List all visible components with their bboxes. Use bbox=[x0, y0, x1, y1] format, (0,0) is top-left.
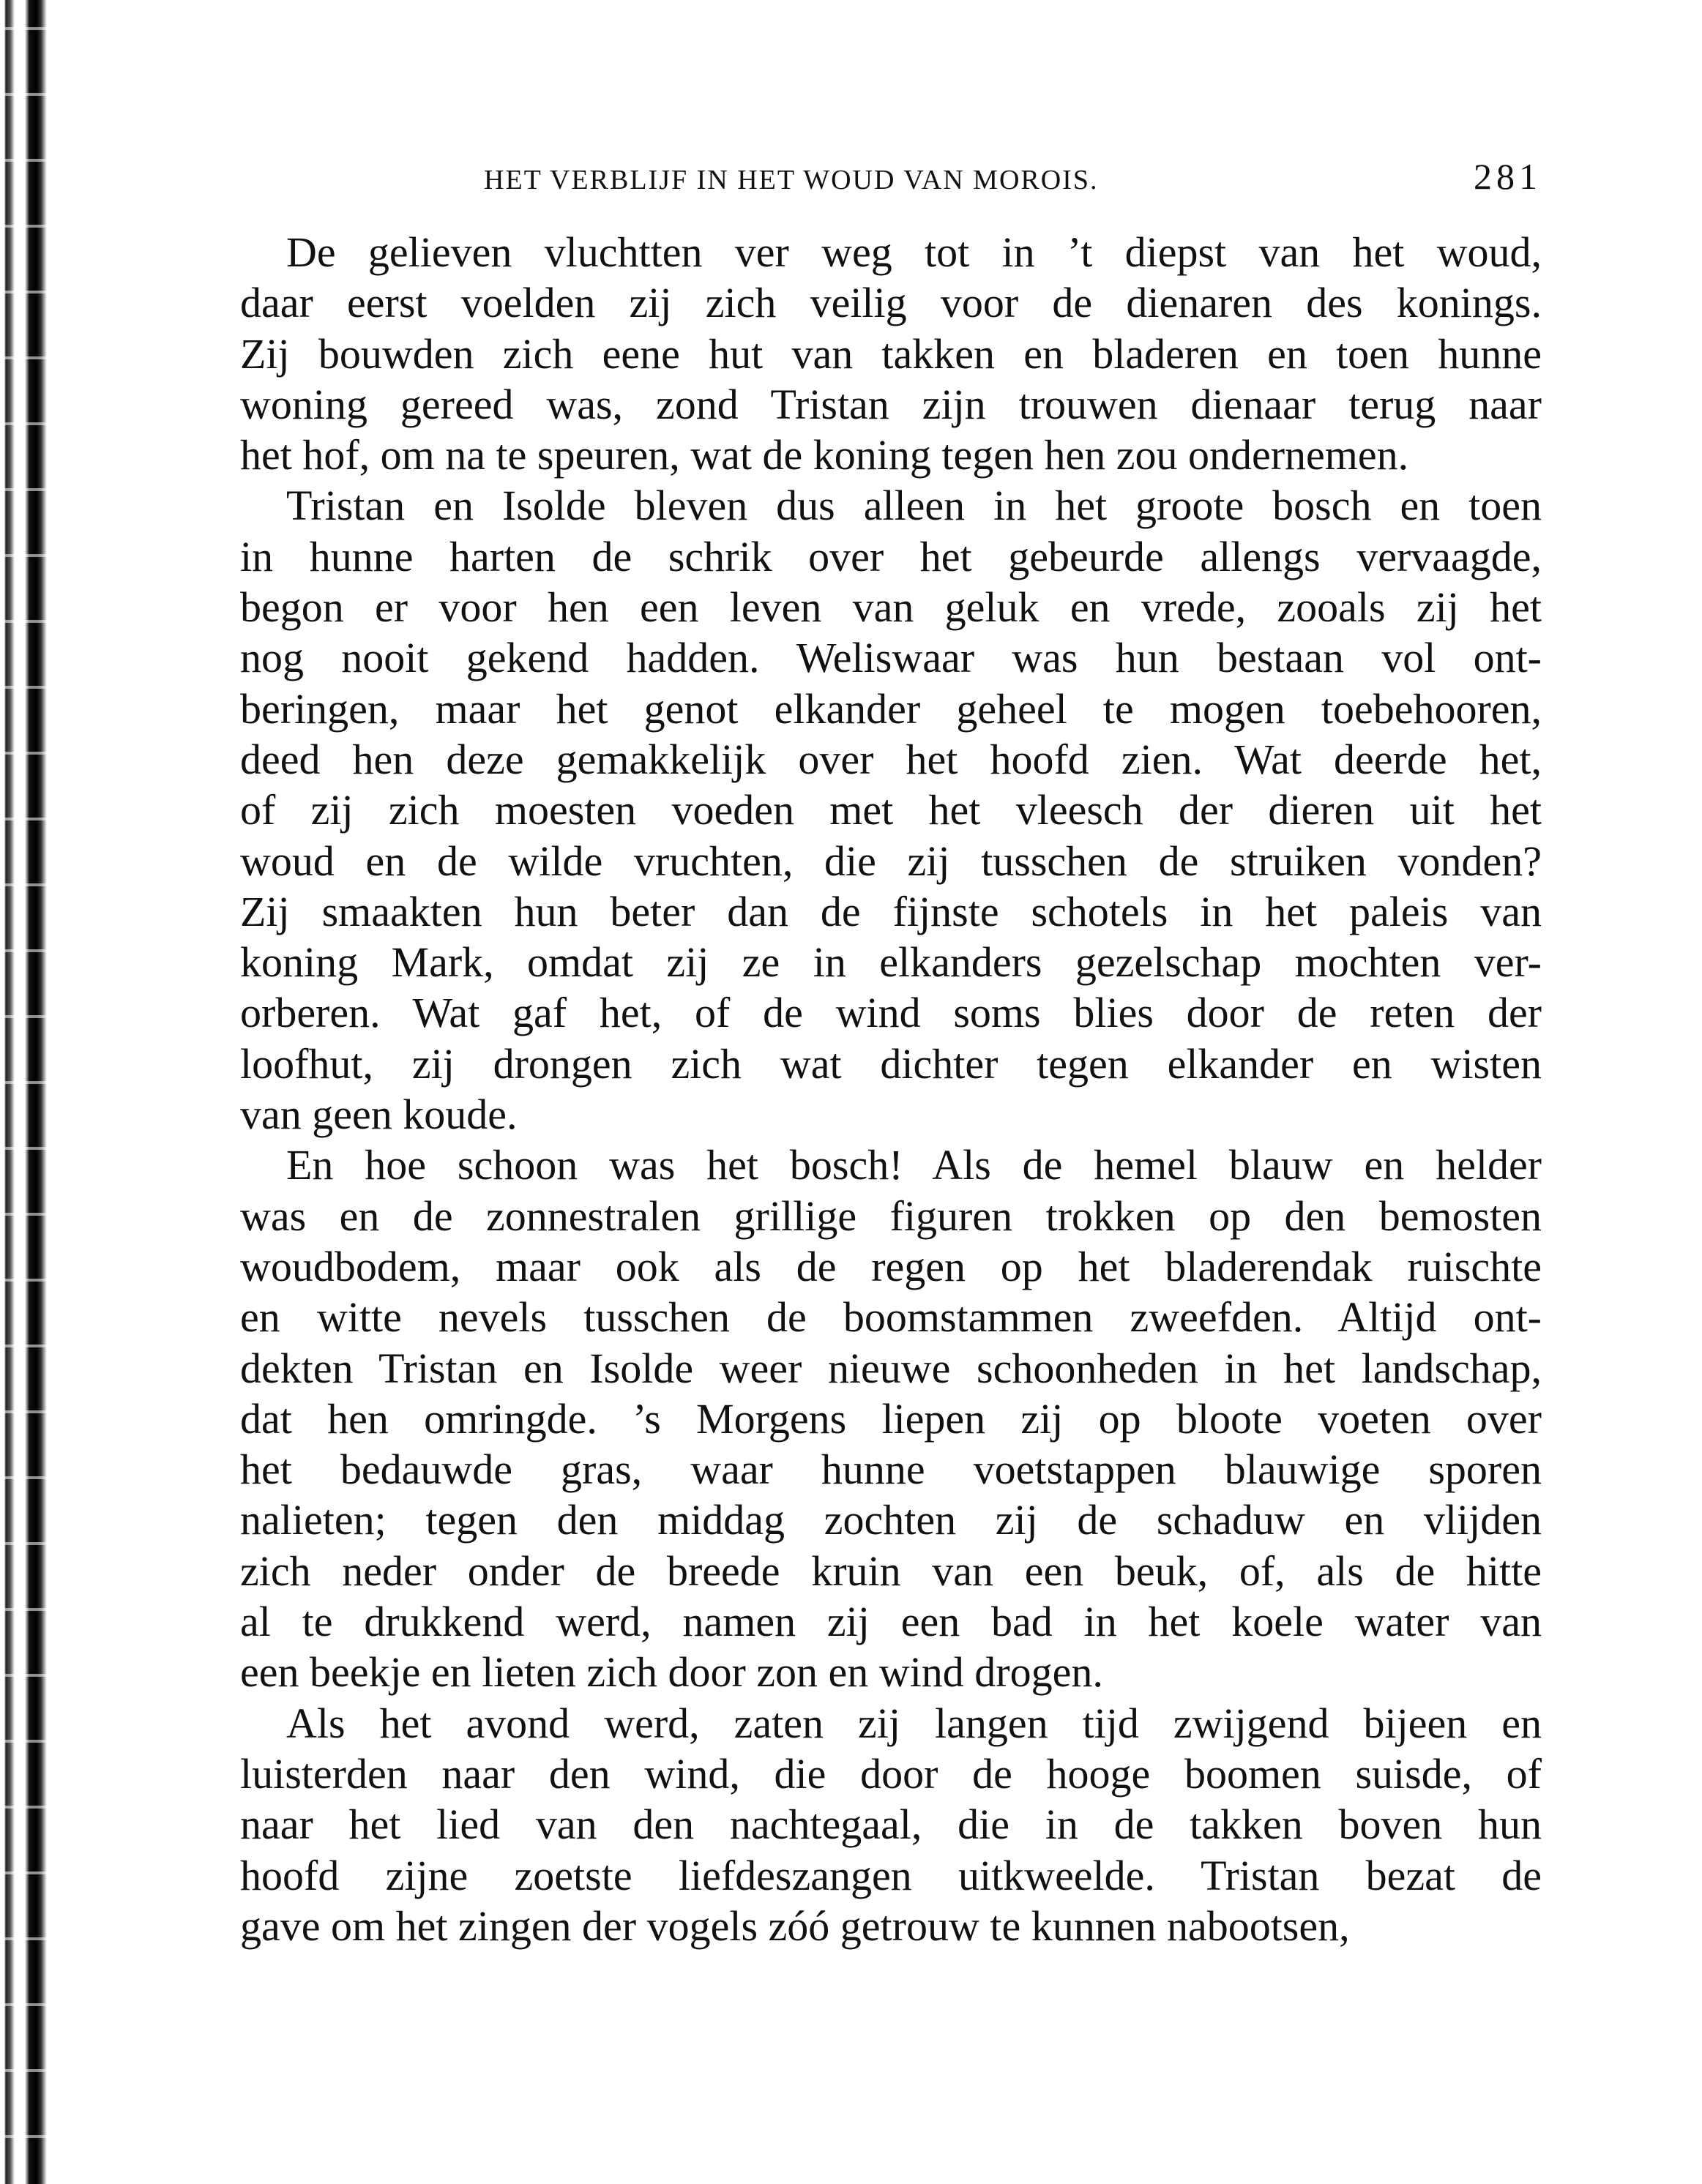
text-line: De gelieven vluchtten ver weg tot in ’t diepst van het woud, bbox=[286, 228, 1542, 276]
text-line: gave om het zingen der vogels zóó getrouw te kunnen nabootsen, bbox=[240, 1901, 1350, 1950]
text-line: van geen koude. bbox=[240, 1091, 518, 1139]
text-line: een beekje en lieten zich door zon en wind drogen. bbox=[240, 1648, 1103, 1697]
text-line: beringen, maar het genot elkander geheel te mogen toebehooren, bbox=[240, 684, 1542, 733]
text-line: Als het avond werd, zaten zij langen tijd zwijgend bijeen en bbox=[286, 1699, 1542, 1747]
text-line: loofhut, zij drongen zich wat dichter tegen elkander en wisten bbox=[240, 1039, 1542, 1088]
text-line: al te drukkend werd, namen zij een bad in het koele water van bbox=[240, 1598, 1542, 1646]
text-line: en witte nevels tusschen de boomstammen zweefden. Altijd ont- bbox=[240, 1293, 1542, 1342]
text-line: het bedauwde gras, waar hunne voetstappen blauwige sporen bbox=[240, 1446, 1542, 1494]
text-line: het hof, om na te speuren, wat de koning tegen hen zou ondernemen. bbox=[240, 431, 1409, 479]
text-line: orberen. Wat gaf het, of de wind soms blies door de reten der bbox=[240, 989, 1542, 1037]
text-line: dat hen omringde. ’s Morgens liepen zij op bloote voeten over bbox=[240, 1394, 1542, 1443]
text-line: woud en de wilde vruchten, die zij tusschen de struiken vonden? bbox=[240, 837, 1542, 885]
running-header bbox=[240, 155, 1542, 202]
paragraph bbox=[240, 480, 1542, 1140]
text-line: woudbodem, maar ook als de regen op het bladerendak ruischte bbox=[240, 1242, 1542, 1290]
text-line: Zij bouwden zich eene hut van takken en bladeren en toen hunne bbox=[240, 329, 1542, 378]
text-line: naar het lied van den nachtegaal, die in de takken boven hun bbox=[240, 1800, 1542, 1849]
scan-page-edge-texture bbox=[0, 0, 59, 2184]
text-line: hoofd zijne zoetste liefdeszangen uitkweelde. Tristan bezat de bbox=[240, 1851, 1542, 1899]
text-line: nalieten; tegen den middag zochten zij de schaduw en vlijden bbox=[240, 1496, 1542, 1544]
body-text bbox=[240, 227, 1542, 1951]
text-line: luisterden naar den wind, die door de hooge boomen suisde, of bbox=[240, 1749, 1542, 1798]
text-line: koning Mark, omdat zij ze in elkanders gezelschap mochten ver- bbox=[240, 938, 1542, 987]
paragraph bbox=[240, 227, 1542, 480]
text-line: begon er voor hen een leven van geluk en vrede, zooals zij het bbox=[240, 583, 1542, 632]
text-line: woning gereed was, zond Tristan zijn trouwen dienaar terug naar bbox=[240, 380, 1542, 428]
paragraph bbox=[240, 1698, 1542, 1951]
text-line: Zij smaakten hun beter dan de fijnste schotels in het paleis van bbox=[240, 887, 1542, 935]
text-line: daar eerst voelden zij zich veilig voor de dienaren des konings. bbox=[240, 279, 1542, 327]
text-line: in hunne harten de schrik over het gebeurde allengs vervaagde, bbox=[240, 532, 1542, 580]
page-number: 281 bbox=[1474, 156, 1542, 197]
text-line: En hoe schoon was het bosch! Als de hemel blauw en helder bbox=[286, 1141, 1542, 1189]
text-line: was en de zonnestralen grillige figuren trokken op den bemosten bbox=[240, 1192, 1542, 1240]
text-line: nog nooit gekend hadden. Weliswaar was hun bestaan vol ont- bbox=[240, 634, 1542, 682]
text-line: dekten Tristan en Isolde weer nieuwe schoonheden in het landschap, bbox=[240, 1344, 1542, 1392]
paragraph bbox=[240, 1140, 1542, 1697]
text-line: deed hen deze gemakkelijk over het hoofd zien. Wat deerde het, bbox=[240, 735, 1542, 783]
text-line: Tristan en Isolde bleven dus alleen in het groote bosch en toen bbox=[286, 482, 1542, 530]
text-line: of zij zich moesten voeden met het vleesch der dieren uit het bbox=[240, 786, 1542, 834]
chapter-running-title: HET VERBLIJF IN HET WOUD VAN MOROIS. bbox=[484, 165, 1099, 195]
text-line: zich neder onder de breede kruin van een beuk, of, als de hitte bbox=[240, 1547, 1542, 1595]
